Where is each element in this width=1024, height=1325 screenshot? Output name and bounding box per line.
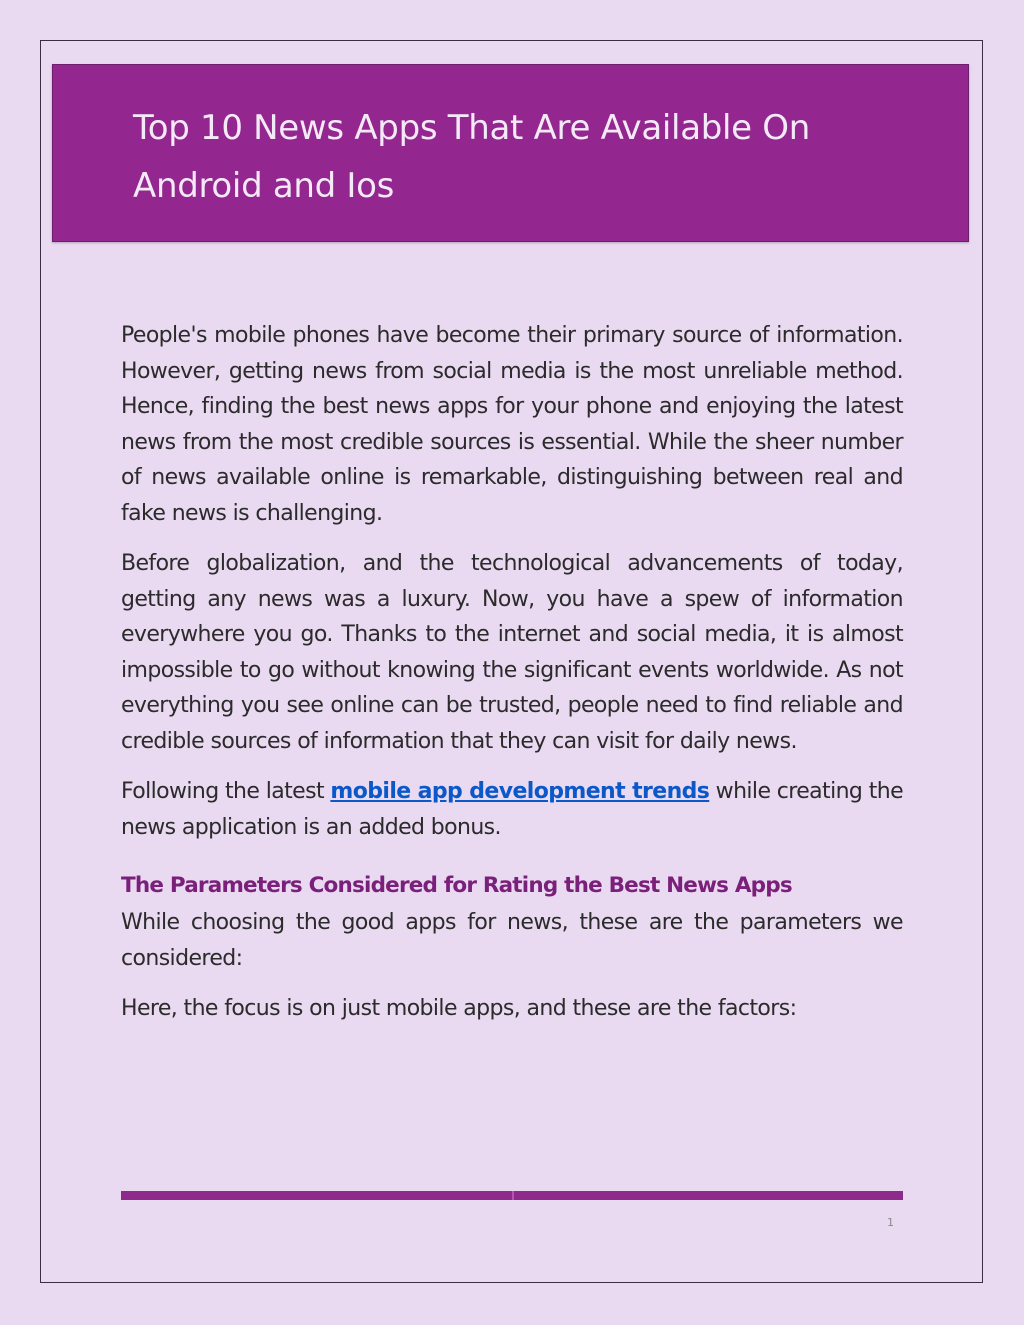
paragraph-trends-lead: Following the latest [121,779,331,804]
footer-divider [121,1191,903,1200]
paragraph-trends-tail: while creating the news application is an added bonus. [121,779,904,840]
mobile-app-development-trends-link[interactable]: mobile app development trends [330,779,710,804]
paragraph-intro: People's mobile phones have become their primary source of information. However, getting news from social media is the most unreliable method. Hence, finding the best news apps for your phone and enjoying the latest news from the most credible sources is essential. While the sheer number of news available online is remarkable, distinguishing between real and fake news is challenging. [121,323,903,526]
title-banner [52,64,969,242]
paragraph-factors: Here, the focus is on just mobile apps, and these are the factors: [121,996,797,1021]
page-number: 1 [887,1216,894,1229]
document-body [121,318,903,1042]
paragraph-trends [121,774,903,845]
paragraph-parameters: While choosing the good apps for news, these are the parameters we considered: [121,910,903,971]
section-heading: The Parameters Considered for Rating the Best News Apps [121,873,792,898]
page-title: Top 10 News Apps That Are Available On Android and Ios [133,108,811,206]
paragraph-history: Before globalization, and the technological advancements of today, getting any news was a luxury. Now, you have a spew of information everywhere you go. Thanks to the internet and social media, it is almost impossible to go without knowing the significant events worldwide. As not everything you see online can be trusted, people need to find reliable and credible sources of information that they can visit for daily news. [121,551,903,754]
footer-divider-joint [512,1191,514,1200]
